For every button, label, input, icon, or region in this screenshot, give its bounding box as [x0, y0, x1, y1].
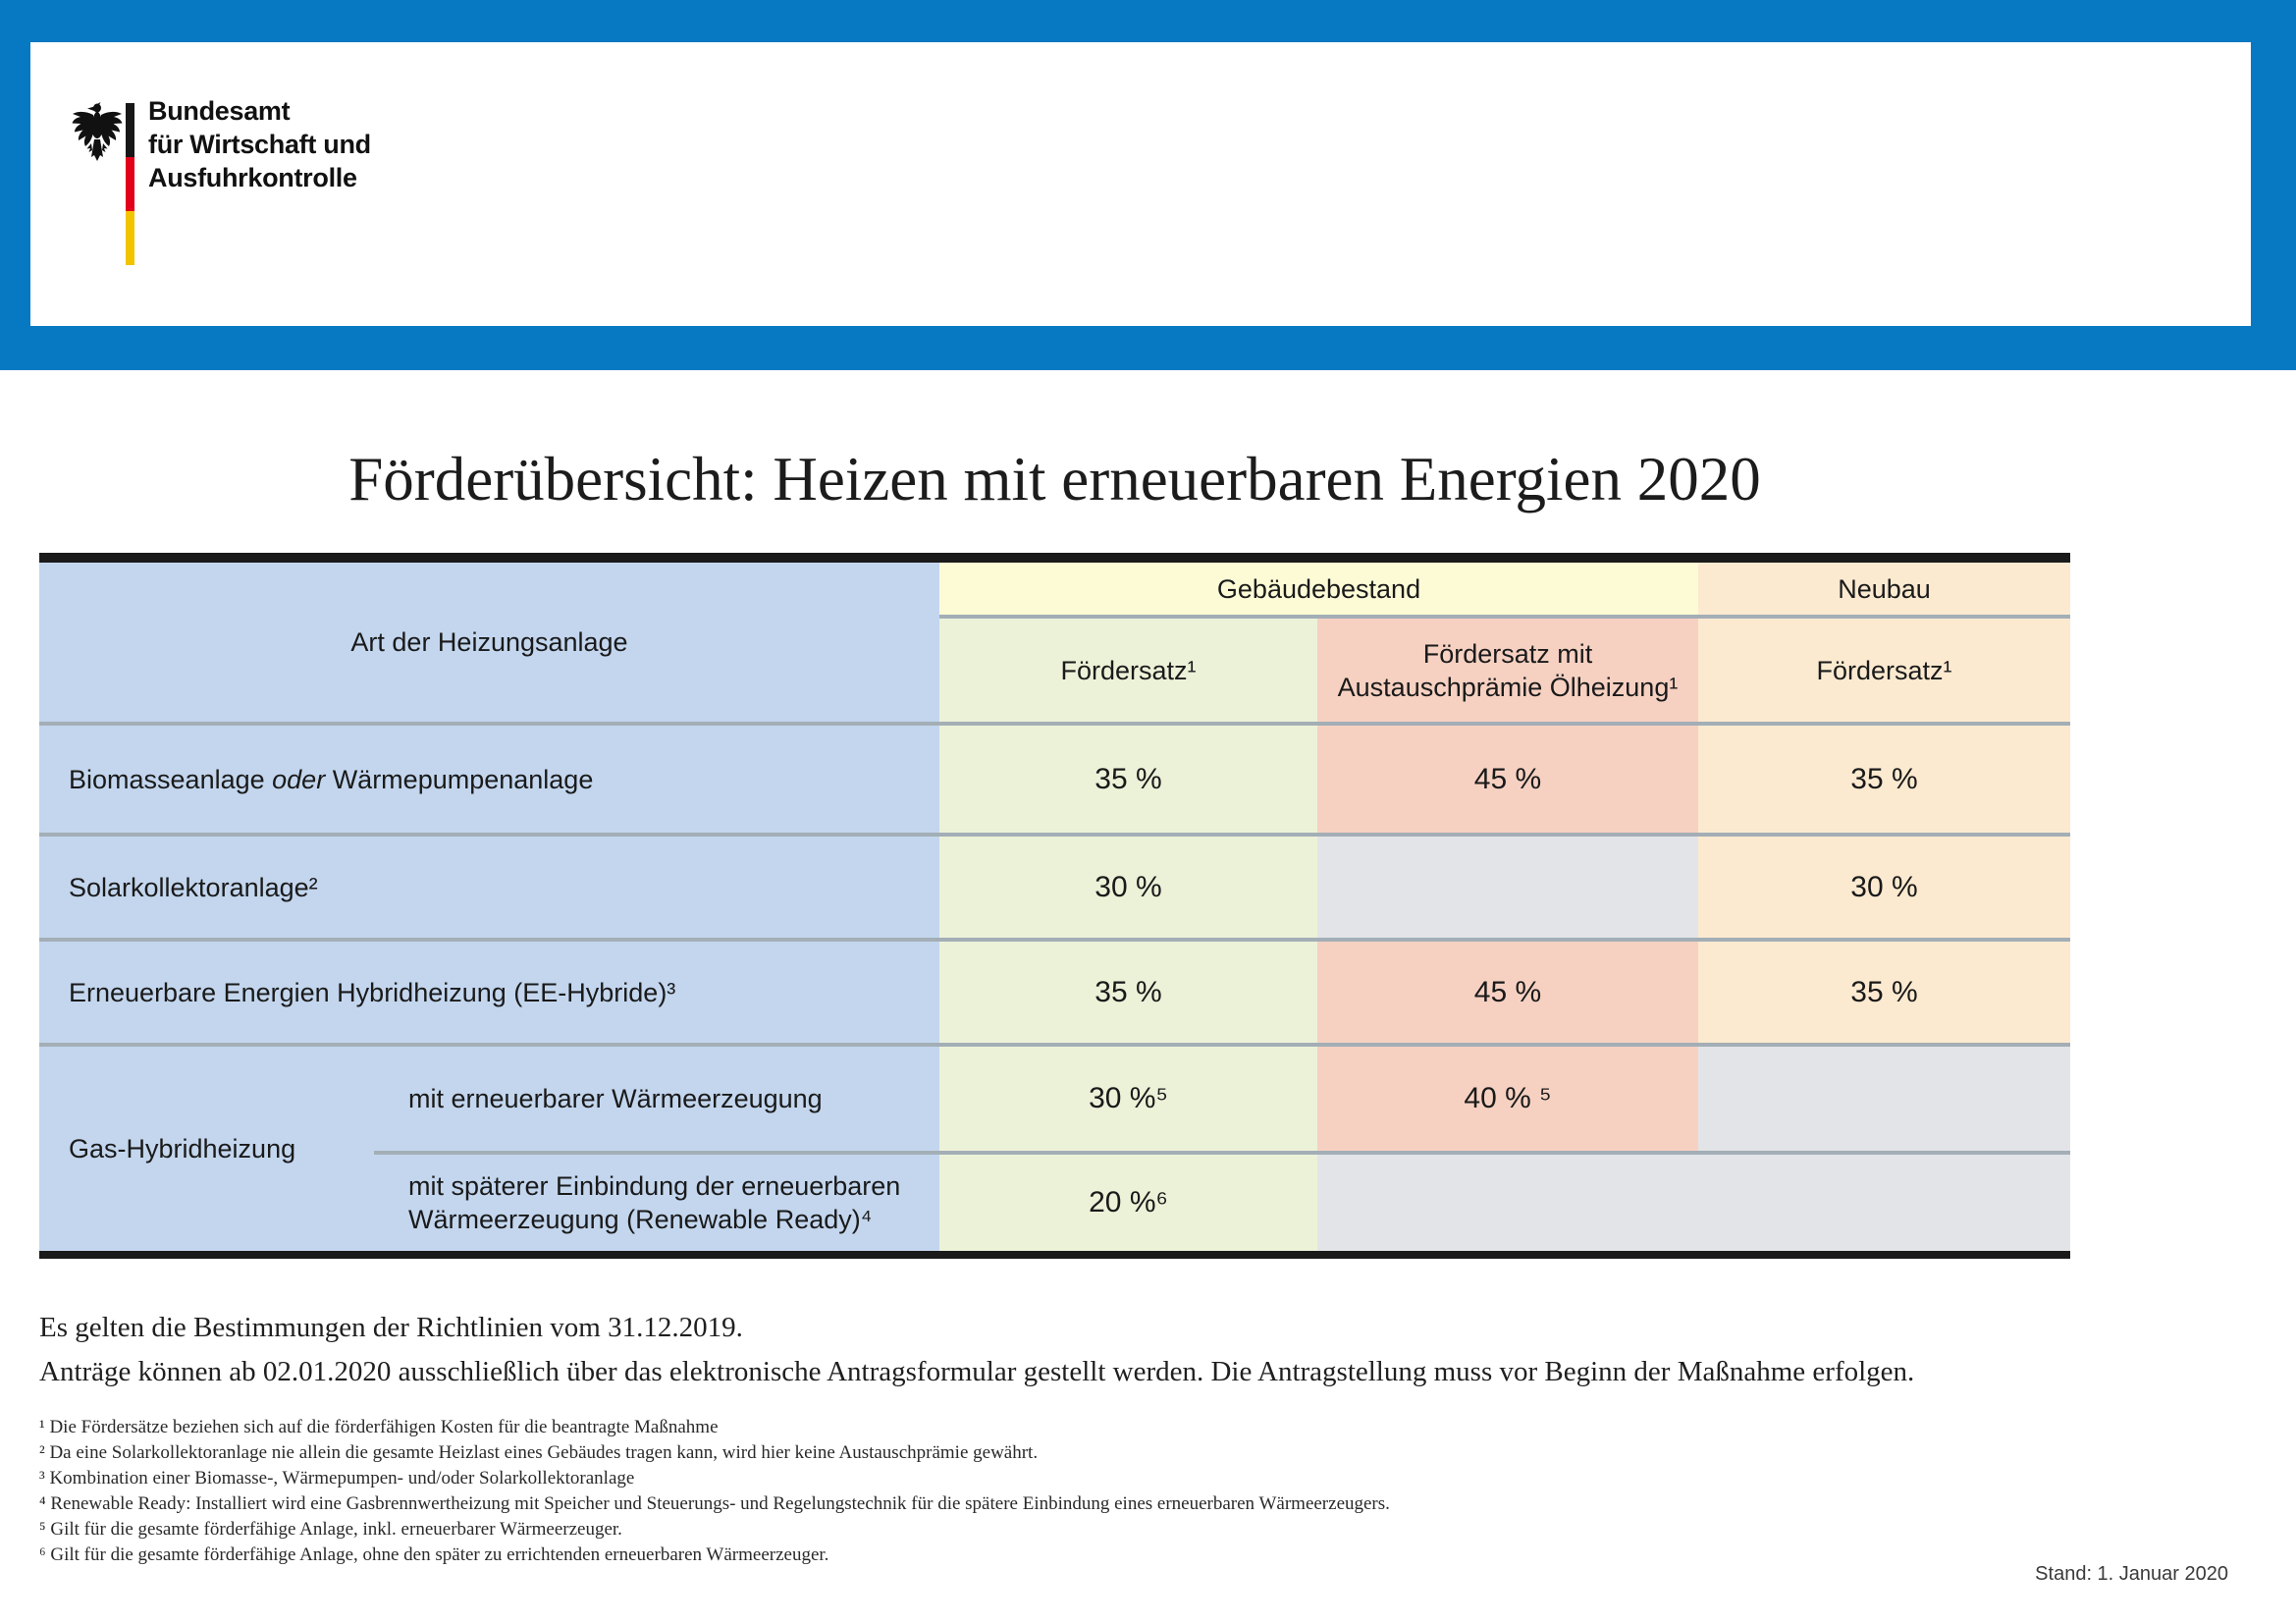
row-gas-hybrid-label: Gas-Hybridheizung — [69, 1133, 296, 1164]
logo-text-line3: Ausfuhrkontrolle — [148, 163, 357, 192]
header-band — [0, 0, 2296, 370]
row-biomasse-value-bestand: 35 % — [939, 726, 1317, 833]
bafa-logo — [72, 98, 621, 275]
table-bottom-border — [39, 1251, 2070, 1259]
footnote-3: ³ Kombination einer Biomasse-, Wärmepumpen- und/oder Solarkollektoranlage — [39, 1468, 635, 1489]
footnote-5: ⁵ Gilt für die gesamte förderfähige Anlage, inkl. erneuerbarer Wärmeerzeuger. — [39, 1519, 622, 1540]
header-gebaeudebestand: Gebäudebestand — [939, 563, 1698, 615]
row-ee-hybrid-value-austausch: 45 % — [1317, 942, 1698, 1043]
row-biomasse-value-austausch: 45 % — [1317, 726, 1698, 833]
logo-text-line1: Bundesamt — [148, 96, 291, 126]
row-solar-value-neubau: 30 % — [1698, 837, 2070, 938]
row-biomasse-label: Biomasseanlage oder Wärmepumpenanlage — [39, 726, 939, 833]
footnote-2: ² Da eine Solarkollektoranlage nie allein die gesamte Heizlast eines Gebäudes tragen kann, wird hier keine Austauschprämie gewährt. — [39, 1442, 1039, 1463]
row-ee-hybrid-value-bestand: 35 % — [939, 942, 1317, 1043]
footnote-6: ⁶ Gilt für die gesamte förderfähige Anlage, ohne den später zu errichtenden erneuerbaren Wärmeerzeuger. — [39, 1544, 829, 1565]
footer-note-line2: Anträge können ab 02.01.2020 ausschließlich über das elektronische Antragsformular gestellt werden. Die Antragstellung muss vor Beginn der Maßnahme erfolgen. — [39, 1356, 1915, 1387]
row-ee-hybrid-value-neubau: 35 % — [1698, 942, 2070, 1043]
footnote-1: ¹ Die Fördersätze beziehen sich auf die förderfähigen Kosten für die beantragte Maßnahme — [39, 1417, 719, 1437]
row-solar-empty-austausch — [1317, 837, 1698, 938]
header-art-der-heizungsanlage: Art der Heizungsanlage — [39, 563, 939, 722]
row-gas-sub2-empty-merged — [1317, 1155, 2070, 1251]
logo-text — [148, 94, 371, 194]
header-foerdersatz-bestand: Fördersatz¹ — [939, 619, 1317, 722]
federal-eagle-icon — [72, 101, 123, 164]
row-gas-sub1-empty-neubau — [1698, 1047, 2070, 1151]
page-title: Förderübersicht: Heizen mit erneuerbaren Energien 2020 — [348, 445, 1761, 514]
row-gas-sub2-label: mit späterer Einbindung der erneuerbaren Wärmeerzeugung (Renewable Ready)⁴ — [408, 1171, 901, 1234]
row-gas-sub2-value-bestand: 20 %⁶ — [939, 1155, 1317, 1251]
row-biomasse-value-neubau: 35 % — [1698, 726, 2070, 833]
row-gas-sub1-value-austausch: 40 % ⁵ — [1317, 1047, 1698, 1151]
row-ee-hybrid-label: Erneuerbare Energien Hybridheizung (EE-Hybride)³ — [39, 942, 939, 1043]
row-gas-hybrid-block — [39, 1047, 939, 1251]
row-gas-sub1-value-bestand: 30 %⁵ — [939, 1047, 1317, 1151]
table-top-border — [39, 553, 2070, 563]
logo-text-line2: für Wirtschaft und — [148, 130, 371, 159]
footnote-4: ⁴ Renewable Ready: Installiert wird eine Gasbrennwertheizung mit Speicher und Steuerungs- und Regelungstechnik für die spätere Einbindung eines erneuerbaren Wärmeerzeugers. — [39, 1493, 1390, 1514]
flag-stripe-icon — [126, 103, 134, 265]
document-date: Stand: 1. Januar 2020 — [2035, 1563, 2228, 1585]
row-solar-value-bestand: 30 % — [939, 837, 1317, 938]
footer-note-line1: Es gelten die Bestimmungen der Richtlinien vom 31.12.2019. — [39, 1312, 743, 1343]
funding-table — [39, 553, 2070, 1259]
row-solar-label: Solarkollektoranlage² — [39, 837, 939, 938]
row-gas-sub1-label: mit erneuerbarer Wärmeerzeugung — [408, 1084, 823, 1113]
header-foerdersatz-austauschpraemie: Fördersatz mit Austauschprämie Ölheizung¹ — [1317, 619, 1698, 722]
header-foerdersatz-neubau: Fördersatz¹ — [1698, 619, 2070, 722]
header-logo-box — [30, 42, 2251, 326]
header-neubau: Neubau — [1698, 563, 2070, 615]
